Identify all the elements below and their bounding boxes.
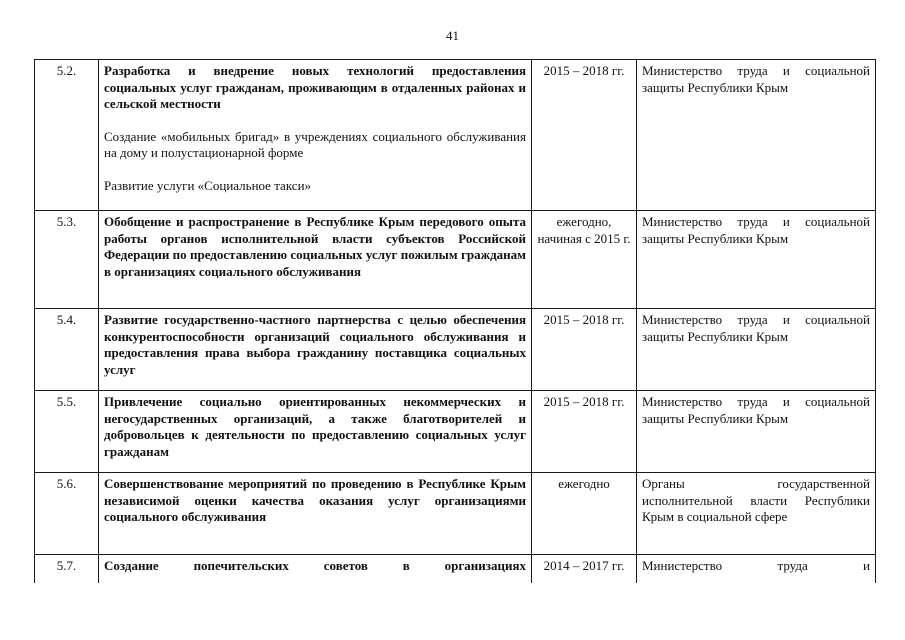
measure-cell	[99, 555, 532, 583]
table-row	[35, 211, 876, 309]
term-cell: 2015 – 2018 гг.	[532, 309, 637, 391]
responsible-cell: Министерство труда и социальной защиты Республики Крым	[637, 309, 876, 391]
measures-table	[34, 59, 876, 583]
measure-cell	[99, 60, 532, 211]
term-cell: 2015 – 2018 гг.	[532, 60, 637, 211]
measure-cell	[99, 309, 532, 391]
row-number: 5.7.	[35, 555, 99, 583]
row-number: 5.4.	[35, 309, 99, 391]
page-number: 41	[446, 28, 459, 43]
measure-subitem: Создание «мобильных бригад» в учреждениях социального обслуживания на дому и полустационарной форме	[104, 128, 526, 161]
table-row	[35, 60, 876, 211]
responsible-cell: Министерство труда и социальной защиты Республики Крым	[637, 211, 876, 309]
row-number: 5.5.	[35, 391, 99, 473]
row-number: 5.2.	[35, 60, 99, 211]
row-number: 5.6.	[35, 473, 99, 555]
measure-title: Совершенствование мероприятий по проведению в Республике Крым независимой оценки качества оказания услуг организациями социального обслуживания	[104, 476, 526, 525]
term-cell: 2014 – 2017 гг.	[532, 555, 637, 583]
measure-title: Обобщение и распространение в Республике Крым передового опыта работы органов исполнительной власти субъектов Российской Федерации по предоставлению социальных услуг пожилым гражданам в организациях социального обслуживания	[104, 214, 526, 279]
table-row	[35, 555, 876, 583]
row-number: 5.3.	[35, 211, 99, 309]
measure-cell	[99, 391, 532, 473]
measure-title: Разработка и внедрение новых технологий предоставления социальных услуг гражданам, проживающим в отдаленных районах и сельской местности	[104, 63, 526, 112]
measure-cell	[99, 473, 532, 555]
responsible-cell: Министерство труда и	[637, 555, 876, 583]
measure-title: Привлечение социально ориентированных некоммерческих и негосударственных организаций, а также благотворителей и добровольцев к деятельности по предоставлению социальных услуг гражданам	[104, 394, 526, 459]
table-row	[35, 391, 876, 473]
measure-subitem: Развитие услуги «Социальное такси»	[104, 177, 312, 193]
table-row	[35, 473, 876, 555]
responsible-cell: Органы государственной исполнительной власти Республики Крым в социальной сфере	[637, 473, 876, 555]
term-cell: 2015 – 2018 гг.	[532, 391, 637, 473]
term-cell: ежегодно	[532, 473, 637, 555]
measure-title: Развитие государственно-частного партнерства с целью обеспечения конкурентоспособности организаций социального обслуживания и предоставления права выбора гражданину поставщика социальных услуг	[104, 312, 526, 377]
measure-cell	[99, 211, 532, 309]
responsible-cell: Министерство труда и социальной защиты Республики Крым	[637, 60, 876, 211]
responsible-cell: Министерство труда и социальной защиты Республики Крым	[637, 391, 876, 473]
table-row	[35, 309, 876, 391]
term-cell: ежегодно, начиная с 2015 г.	[532, 211, 637, 309]
measure-title: Создание попечительских советов в организациях	[104, 558, 526, 573]
